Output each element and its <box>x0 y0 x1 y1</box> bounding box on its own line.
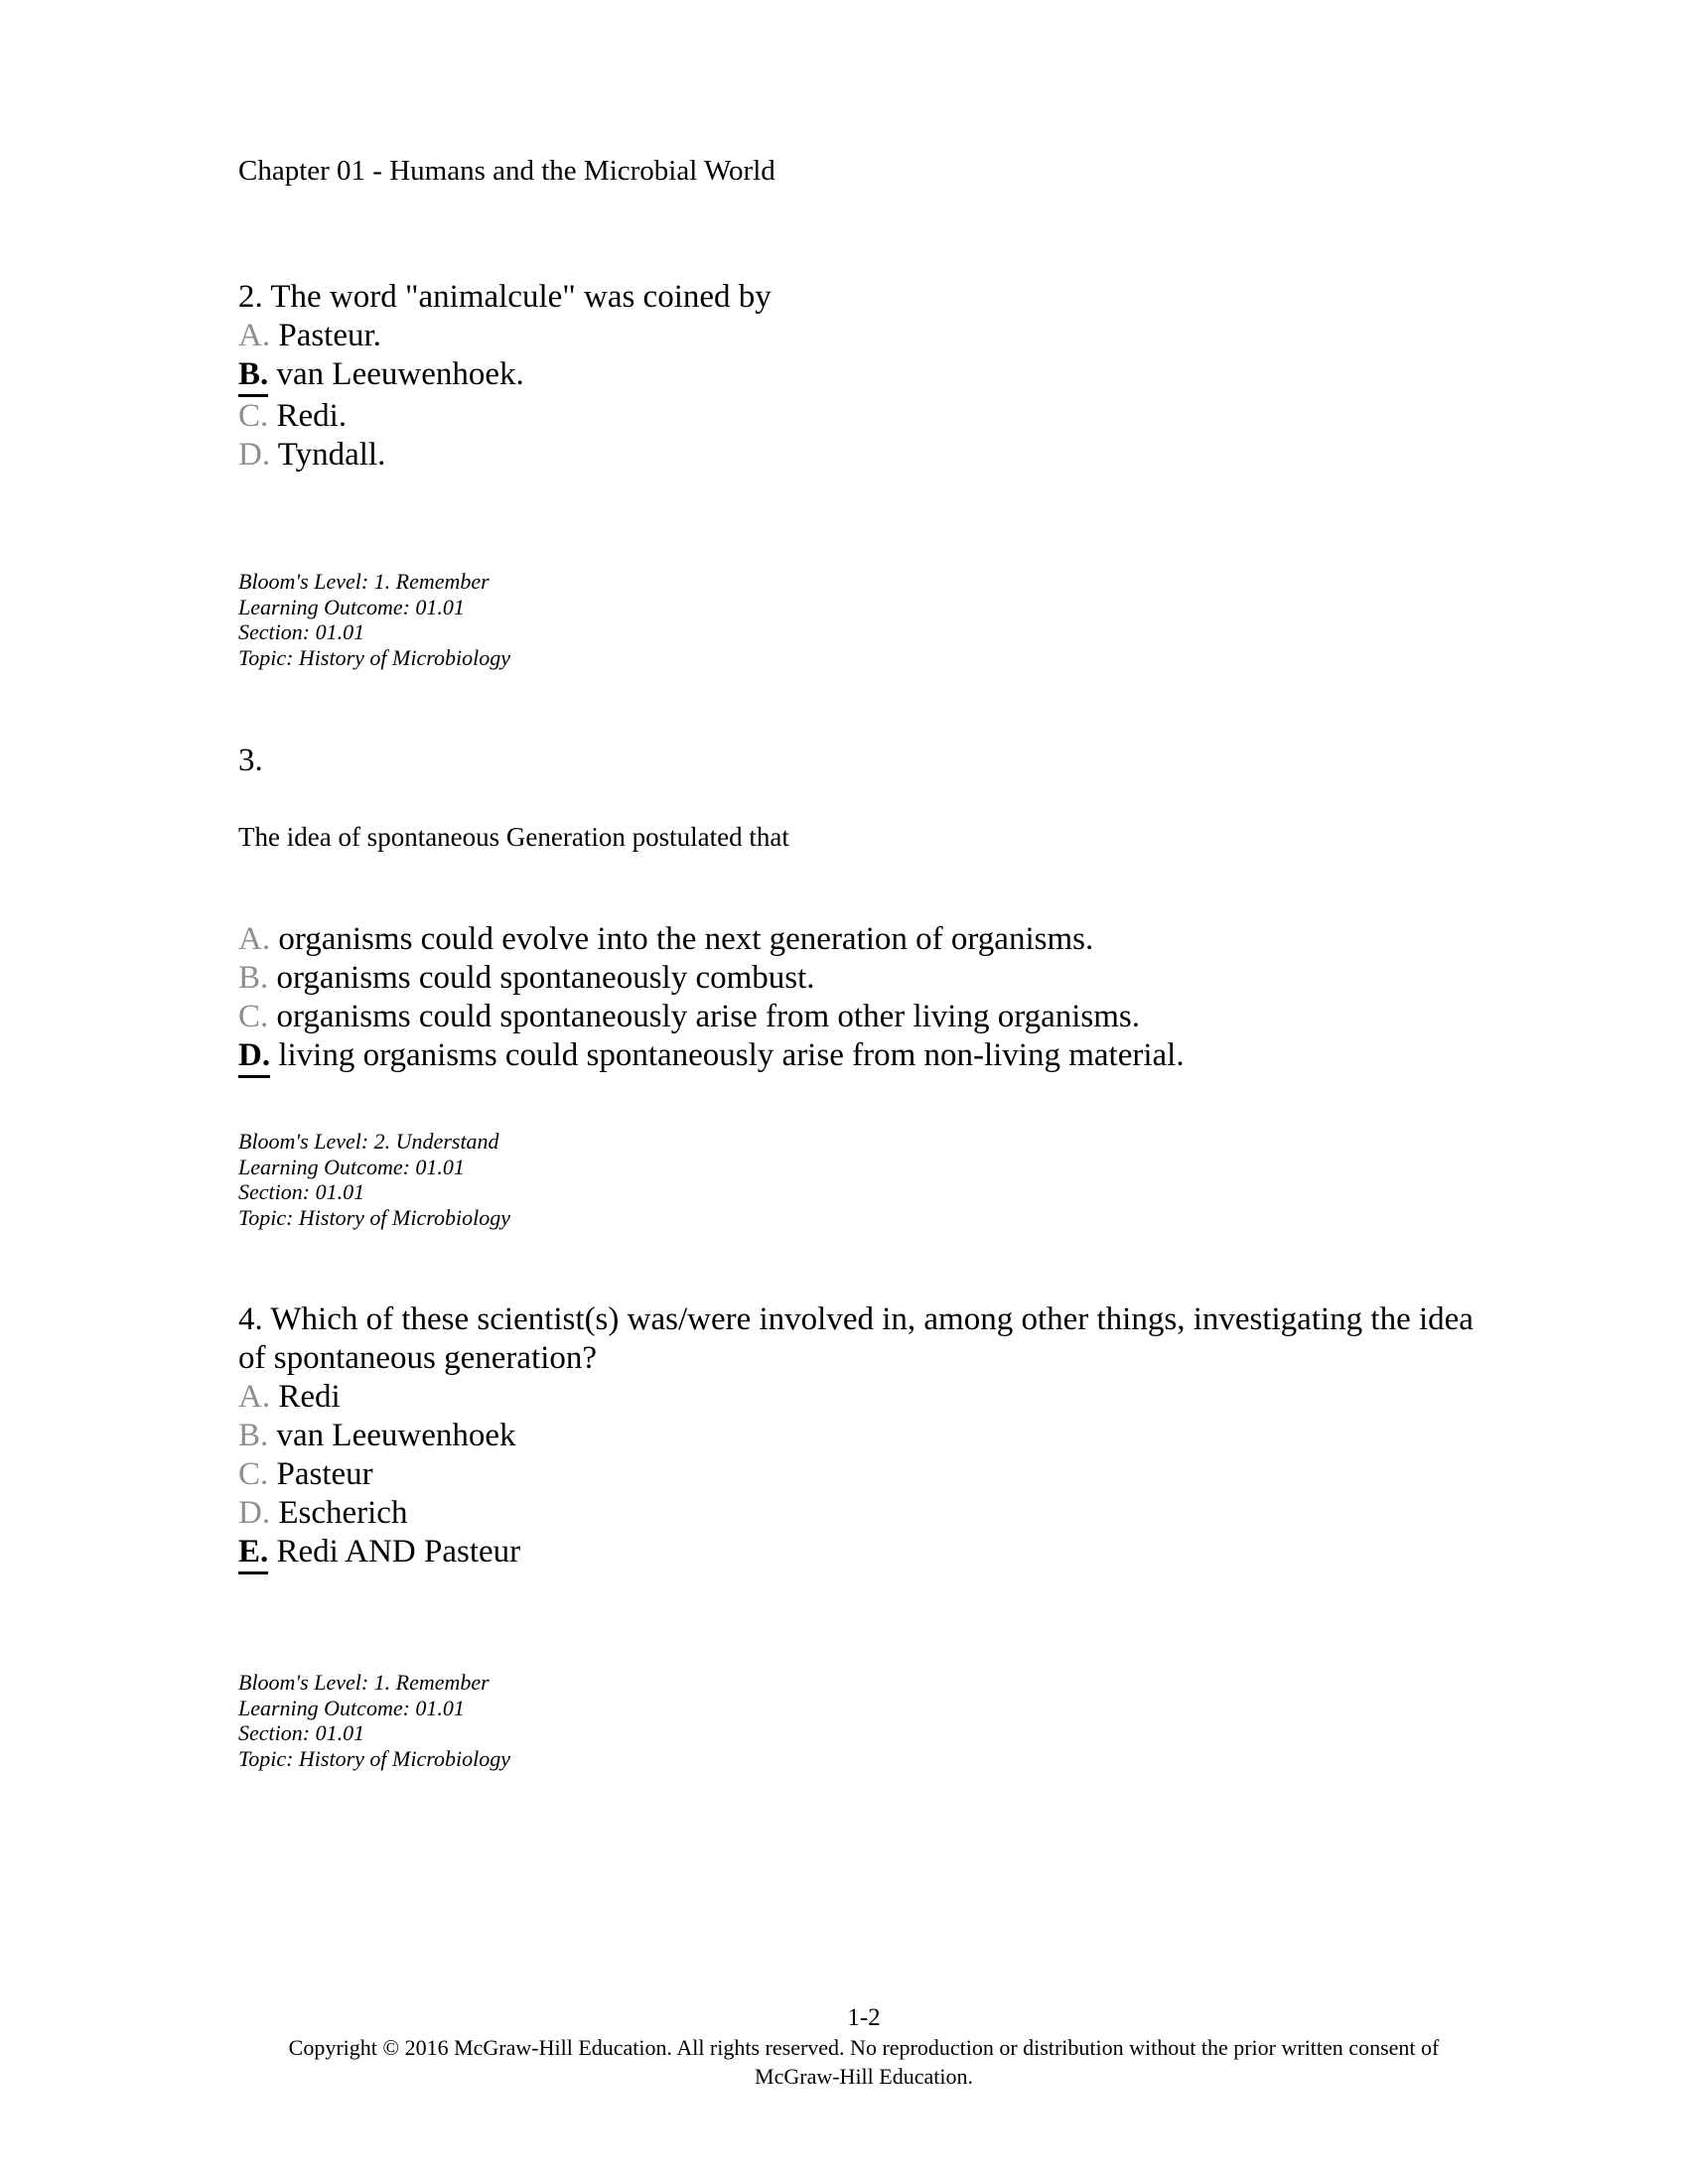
option-letter: C. <box>238 398 269 434</box>
question-2-option-d <box>238 436 772 475</box>
option-letter-correct: D. <box>238 1036 270 1078</box>
question-3-option-b <box>238 959 1185 998</box>
option-text: Escherich <box>278 1495 408 1531</box>
option-text: Redi. <box>276 398 348 434</box>
question-2-stem: 2. The word "animalcule" was coined by <box>238 279 772 315</box>
option-letter-correct: B. <box>238 355 268 397</box>
option-letter: D. <box>238 437 271 473</box>
page-number: 1-2 <box>847 2004 881 2031</box>
meta-blooms-level: Bloom's Level: 1. Remember <box>238 1670 490 1695</box>
question-2 <box>238 278 772 475</box>
question-4-option-a <box>238 1378 1474 1417</box>
question-3-metadata <box>238 1129 510 1230</box>
meta-section: Section: 01.01 <box>238 619 365 644</box>
question-3-option-c <box>238 998 1185 1036</box>
meta-topic: Topic: History of Microbiology <box>238 1745 510 1771</box>
question-2-option-c <box>238 397 772 436</box>
question-4 <box>238 1300 1474 1574</box>
question-4-stem-line-1: 4. Which of these scientist(s) was/were involved in, among other things, investigating the idea <box>238 1301 1474 1337</box>
option-letter: C. <box>238 1456 269 1492</box>
meta-section: Section: 01.01 <box>238 1720 365 1745</box>
question-2-option-a <box>238 317 772 355</box>
option-letter: A. <box>238 1379 271 1415</box>
option-letter: D. <box>238 1495 271 1531</box>
meta-learning-outcome: Learning Outcome: 01.01 <box>238 594 465 619</box>
option-text: Pasteur. <box>278 318 381 353</box>
option-letter: A. <box>238 318 271 353</box>
option-text: organisms could spontaneously arise from other living organisms. <box>276 999 1141 1034</box>
option-text: van Leeuwenhoek. <box>276 356 524 392</box>
question-4-option-c <box>238 1455 1474 1494</box>
meta-topic: Topic: History of Microbiology <box>238 1204 510 1230</box>
option-letter-correct: E. <box>238 1533 268 1574</box>
option-text: Tyndall. <box>277 437 386 473</box>
question-3-options <box>238 920 1185 1078</box>
question-3-stem: The idea of spontaneous Generation postulated that <box>238 822 789 852</box>
question-3-number: 3. <box>238 743 263 778</box>
option-text: organisms could evolve into the next generation of organisms. <box>278 921 1094 957</box>
question-4-option-b <box>238 1417 1474 1455</box>
copyright-line-1: Copyright © 2016 McGraw-Hill Education. All rights reserved. No reproduction or distribution without the prior written consent of <box>288 2035 1440 2060</box>
option-text: van Leeuwenhoek <box>276 1418 516 1453</box>
option-letter: A. <box>238 921 271 957</box>
option-letter: B. <box>238 960 269 996</box>
meta-learning-outcome: Learning Outcome: 01.01 <box>238 1154 465 1179</box>
question-4-metadata <box>238 1670 510 1771</box>
option-text: organisms could spontaneously combust. <box>276 960 815 996</box>
question-3-option-d-correct <box>238 1036 1185 1078</box>
page-header-chapter-title: Chapter 01 - Humans and the Microbial World <box>238 155 775 187</box>
option-text: living organisms could spontaneously arise from non-living material. <box>278 1037 1185 1073</box>
copyright-notice <box>238 2033 1489 2091</box>
question-4-option-e-correct <box>238 1533 1474 1574</box>
meta-section: Section: 01.01 <box>238 1179 365 1204</box>
meta-learning-outcome: Learning Outcome: 01.01 <box>238 1695 465 1720</box>
question-3-option-a <box>238 920 1185 959</box>
question-2-option-b-correct <box>238 355 772 397</box>
meta-blooms-level: Bloom's Level: 1. Remember <box>238 569 490 594</box>
option-letter: C. <box>238 999 269 1034</box>
meta-blooms-level: Bloom's Level: 2. Understand <box>238 1129 499 1154</box>
option-letter: B. <box>238 1418 269 1453</box>
option-text: Redi AND Pasteur <box>276 1534 521 1570</box>
meta-topic: Topic: History of Microbiology <box>238 644 510 670</box>
copyright-line-2: McGraw-Hill Education. <box>755 2064 973 2089</box>
question-2-metadata <box>238 569 510 670</box>
question-4-stem-line-2: of spontaneous generation? <box>238 1340 598 1376</box>
option-text: Pasteur <box>276 1456 373 1492</box>
question-4-option-d <box>238 1494 1474 1533</box>
option-text: Redi <box>278 1379 341 1415</box>
